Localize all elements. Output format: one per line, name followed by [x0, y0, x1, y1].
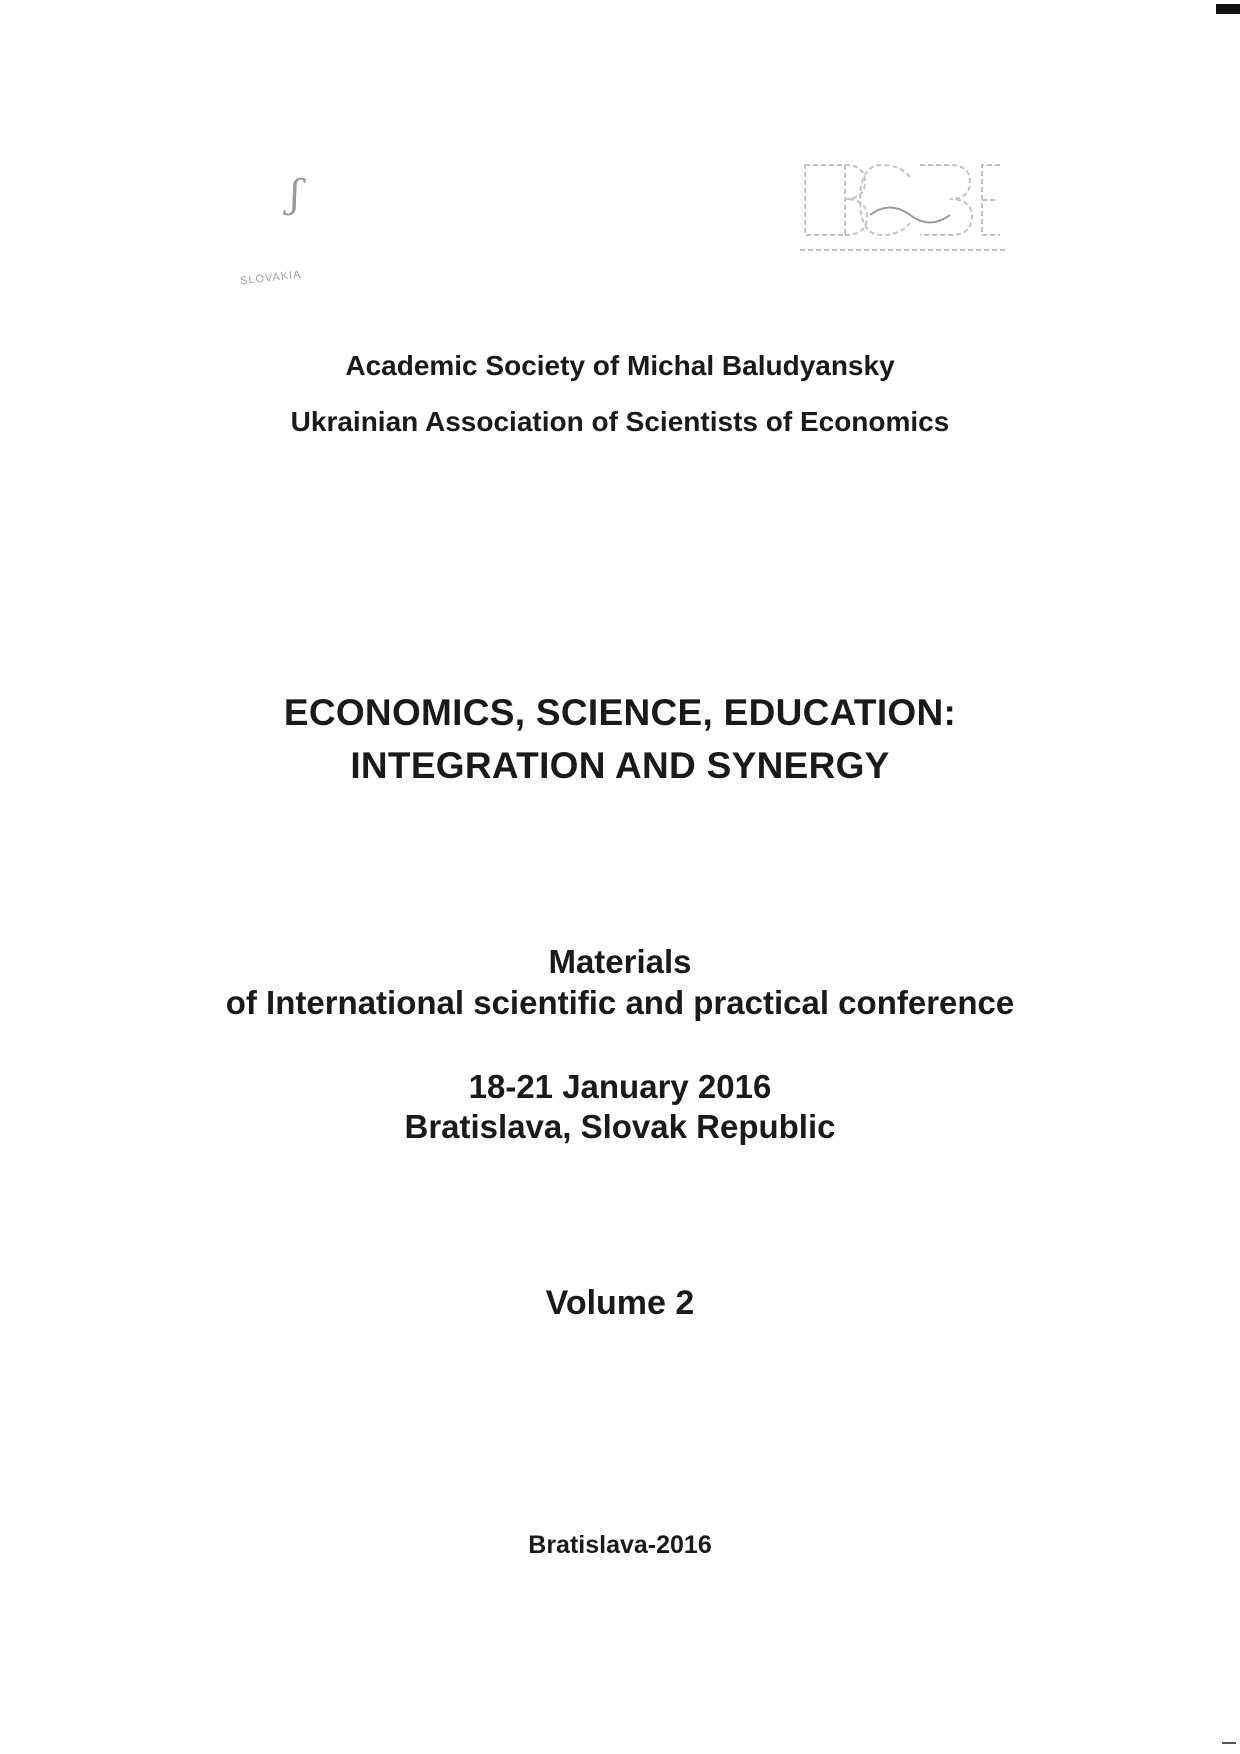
- volume-number: Volume 2: [545, 1284, 695, 1322]
- society-logo-text: SLOVAKIA: [239, 268, 303, 288]
- conference-location: Bratislava, Slovak Republic: [404, 1108, 836, 1145]
- materials-heading: Materials: [548, 943, 692, 980]
- association-logo-icon: [800, 155, 1005, 265]
- society-logo-icon: ʃ: [290, 172, 301, 216]
- organization-name: Academic Society of Michal Baludyansky: [345, 350, 895, 381]
- publication-place-year: Bratislava-2016: [528, 1531, 712, 1559]
- scan-corner-mark: [1216, 4, 1240, 14]
- document-title-line-1: ECONOMICS, SCIENCE, EDUCATION:: [283, 692, 957, 733]
- document-title-line-2: INTEGRATION AND SYNERGY: [350, 745, 890, 786]
- organization-name: Ukrainian Association of Scientists of Economics: [290, 406, 950, 437]
- conference-dates: 18-21 January 2016: [468, 1068, 772, 1105]
- scan-corner-line: [1222, 1742, 1236, 1744]
- conference-description: of International scientific and practical conference: [225, 984, 1015, 1021]
